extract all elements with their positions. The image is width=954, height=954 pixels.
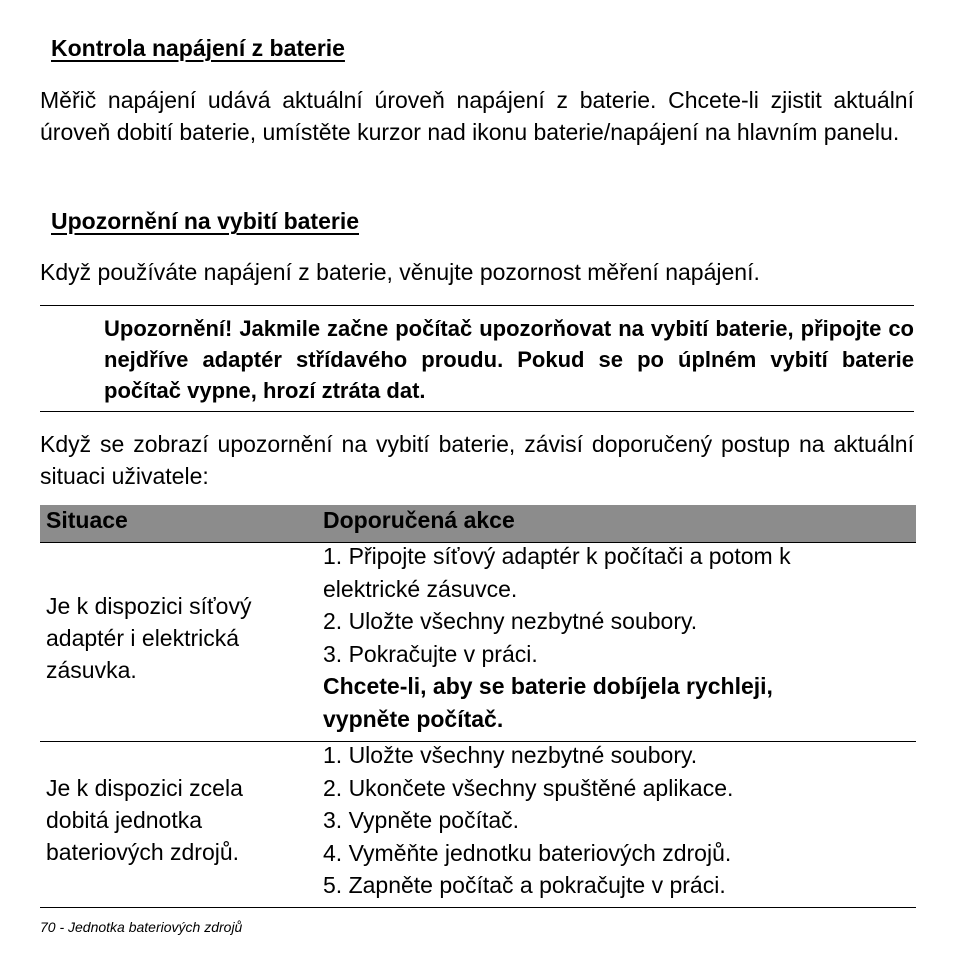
warning-top-rule [40, 305, 914, 306]
low-battery-intro-paragraph: Když používáte napájení z baterie, věnujte pozornost měření napájení. [40, 259, 760, 285]
action-step: elektrické zásuvce. [323, 575, 518, 602]
section-heading-battery-check: Kontrola napájení z baterie [51, 35, 345, 61]
table-header-situation: Situace [46, 507, 128, 533]
action-step: 2. Ukončete všechny spuštěné aplikace. [323, 774, 734, 801]
warning-note: Upozornění! Jakmile začne počítač upozorňovat na vybití baterie, připojte co nejdříve adaptér střídavého proudu. Pokud se po úplném vybití baterie počítač vypne, hrozí ztráta dat. [104, 316, 914, 403]
action-note: vypněte počítač. [323, 705, 504, 732]
table-row-1-actions [323, 540, 915, 735]
action-step: 1. Připojte síťový adaptér k počítači a potom k [323, 543, 791, 569]
battery-check-paragraph: Měřič napájení udává aktuální úroveň napájení z baterie. Chcete-li zjistit aktuální úroveň dobití baterie, umístěte kurzor nad ikonu baterie/napájení na hlavním panelu. [40, 87, 914, 145]
warning-bottom-rule [40, 411, 914, 412]
table-header-row [40, 505, 916, 543]
action-step: 2. Uložte všechny nezbytné soubory. [323, 608, 698, 634]
action-step: 4. Vyměňte jednotku bateriových zdrojů. [323, 839, 732, 866]
action-step: 1. Uložte všechny nezbytné soubory. [323, 742, 698, 768]
section-heading-low-battery-warning: Upozornění na vybití baterie [51, 208, 359, 234]
page-footer: 70 - Jednotka bateriových zdrojů [40, 919, 243, 935]
table-bottom-rule [40, 907, 916, 908]
action-step: 3. Pokračujte v práci. [323, 640, 538, 667]
action-step: 5. Zapněte počítač a pokračujte v práci. [323, 872, 726, 898]
action-step: 3. Vypněte počítač. [323, 807, 520, 833]
action-note: Chcete-li, aby se baterie dobíjela rychleji, [323, 673, 773, 699]
table-row-2-situation: Je k dispozici zcela dobitá jednotka bateriových zdrojů. [46, 775, 243, 865]
followup-paragraph: Když se zobrazí upozornění na vybití baterie, závisí doporučený postup na aktuální situaci uživatele: [40, 431, 914, 489]
table-header-action: Doporučená akce [323, 507, 515, 533]
table-row-2-actions [323, 739, 915, 902]
table-row-1-situation: Je k dispozici síťový adaptér i elektrická zásuvka. [46, 593, 252, 683]
